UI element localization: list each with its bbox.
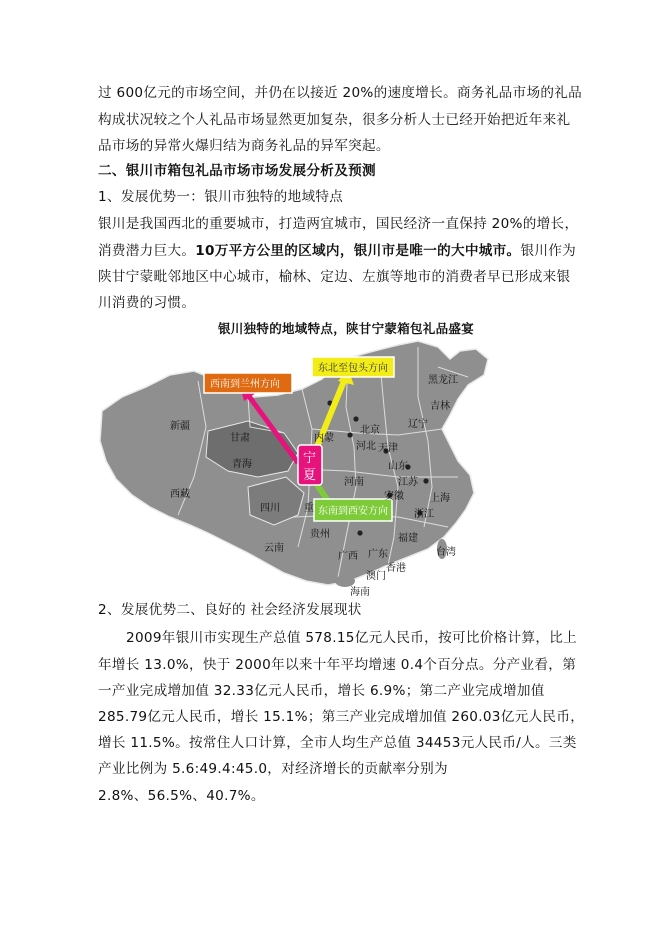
province-label: 浙江 bbox=[414, 509, 434, 520]
province-label: 上海 bbox=[430, 493, 450, 504]
text-line: 品市场的异常火爆归结为商务礼品的异军突起。 bbox=[98, 138, 390, 154]
province-label: 甘肃 bbox=[230, 433, 250, 444]
province-label: 澳门 bbox=[366, 571, 386, 582]
section-heading: 二、银川市箱包礼品市场市场发展分析及预测 bbox=[98, 163, 376, 179]
subsection-title: 1、发展优势一：银川市独特的地域特点 bbox=[98, 189, 344, 205]
subsection-title: 2、发展优势二、良好的 社会经济发展现状 bbox=[98, 602, 362, 618]
text-line: 2009年银川市实现生产总值 578.15亿元人民币，按可比价格计算，比上 bbox=[126, 630, 578, 646]
province-label: 四川 bbox=[260, 503, 280, 514]
text-line: 285.79亿元人民币，增长 15.1%；第三产业完成增加值 260.03亿元人民币， bbox=[98, 709, 585, 725]
province-label: 辽宁 bbox=[408, 419, 428, 430]
province-label: 重 bbox=[304, 503, 314, 514]
china-map bbox=[98, 337, 568, 598]
province-label: 新疆 bbox=[170, 421, 190, 432]
text-line: 构成状况较之个人礼品市场显然更加复杂，很多分析人士已经开始把近年来礼 bbox=[98, 112, 571, 128]
text-line: 银川是我国西北的重要城市，打造两宜城市，国民经济一直保持 20%的增长， bbox=[98, 216, 579, 232]
text-line: 年增长 13.0%，快于 2000年以来十年平均增速 0.4个百分点。分产业看，第 bbox=[98, 657, 577, 673]
emphasis-text: 10万平方公里的区域内，银川市是唯一的大中城市。 bbox=[195, 243, 521, 259]
province-label: 青海 bbox=[232, 459, 252, 470]
text-line: 2.8%、56.5%、40.7%。 bbox=[98, 788, 265, 804]
province-label: 云南 bbox=[264, 543, 284, 554]
province-label: 贵州 bbox=[310, 529, 330, 540]
ningxia-label-1: 宁 bbox=[303, 451, 317, 466]
province-label: 河北 bbox=[356, 441, 376, 452]
hainan-island bbox=[335, 575, 355, 587]
text-line: 产业比例为 5.6:49.4:45.0，对经济增长的贡献率分别为 bbox=[98, 761, 448, 777]
text-line: 一产业完成增加值 32.33亿元人民币，增长 6.9%；第二产业完成增加值 bbox=[98, 683, 545, 699]
province-label: 西藏 bbox=[170, 489, 190, 500]
province-label: 香港 bbox=[386, 563, 406, 574]
province-label: 天津 bbox=[378, 443, 398, 454]
province-label: 海南 bbox=[350, 587, 370, 598]
ningxia-label-2: 夏 bbox=[303, 468, 317, 483]
province-label: 内蒙 bbox=[314, 433, 334, 444]
text-line bbox=[98, 241, 576, 261]
text-line: 川消费的习惯。 bbox=[98, 295, 196, 311]
province-label: 黑龙江 bbox=[428, 375, 458, 386]
province-label: 广西 bbox=[338, 551, 358, 562]
province-label: 台湾 bbox=[436, 547, 456, 558]
text-span: 银川作为 bbox=[520, 243, 577, 259]
province-label: 山东 bbox=[388, 461, 408, 472]
map-caption: 银川独特的地域特点，陕甘宁蒙箱包礼品盛宴 bbox=[218, 321, 475, 336]
province-label: 吉林 bbox=[430, 401, 450, 412]
province-label: 江苏 bbox=[398, 477, 418, 488]
province-label: 广东 bbox=[368, 549, 388, 560]
text-line: 陕甘宁蒙毗邻地区中心城市，榆林、定边、左旗等地市的消费者早已形成来银 bbox=[98, 269, 571, 285]
label-northeast: 东北至包头方向 bbox=[318, 363, 388, 374]
province-label: 福建 bbox=[398, 533, 418, 544]
label-southwest: 西南到兰州方向 bbox=[210, 379, 280, 390]
province-label: 安徽 bbox=[384, 491, 404, 502]
province-label: 河南 bbox=[344, 477, 364, 488]
text-span: 消费潜力巨大。 bbox=[98, 243, 196, 259]
text-line: 过 600亿元的市场空间，并仍在以接近 20%的速度增长。商务礼品市场的礼品 bbox=[98, 85, 583, 101]
text-line: 增长 11.5%。按常住人口计算，全市人均生产总值 34453元人民币/人。三类 bbox=[98, 735, 577, 751]
province-label: 北京 bbox=[360, 425, 380, 436]
label-southeast: 东南到西安方向 bbox=[318, 506, 388, 517]
